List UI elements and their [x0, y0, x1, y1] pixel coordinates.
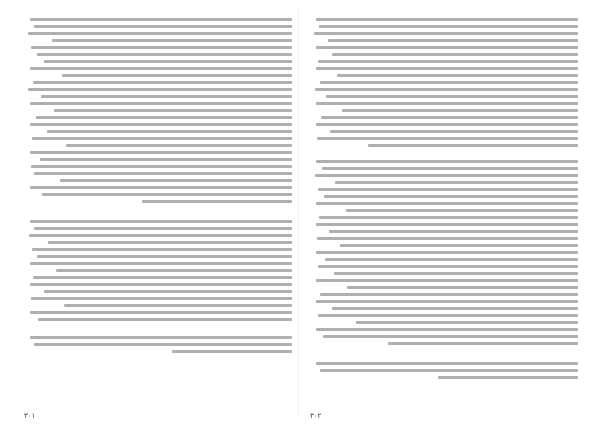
left-page-text-line: [32, 137, 292, 140]
right-page-text-line: [323, 335, 578, 338]
left-page-text-line: [30, 123, 292, 126]
right-page-text-line: [356, 321, 578, 324]
left-page-text-line: [33, 81, 292, 84]
left-page-text-line: [42, 193, 292, 196]
left-page-text-line: [40, 158, 292, 161]
right-page-text-line: [324, 195, 578, 198]
right-page-text-line: [438, 376, 578, 379]
right-page-text-line: [329, 230, 578, 233]
left-page-text-line: [29, 234, 292, 237]
left-page-text-line: [30, 311, 292, 314]
left-page-text-line: [38, 318, 292, 321]
left-page-text-line: [28, 32, 292, 35]
right-page-text-line: [318, 60, 578, 63]
right-page: [310, 10, 578, 420]
left-page-text-line: [44, 290, 292, 293]
right-page-text-line: [342, 109, 578, 112]
right-page-text-line: [320, 369, 578, 372]
right-page-text-line: [322, 167, 578, 170]
left-page-text-line: [31, 165, 292, 168]
left-page-text-line: [62, 74, 292, 77]
left-page-text-line: [52, 39, 292, 42]
right-page-text-line: [316, 18, 578, 21]
right-page-text-line: [316, 362, 578, 365]
left-page-text-line: [31, 297, 292, 300]
right-page-text-line: [316, 223, 578, 226]
right-page-text-block: [310, 10, 578, 404]
left-page-text-line: [172, 350, 292, 353]
left-page-text-line: [37, 255, 292, 258]
right-page-text-line: [316, 160, 578, 163]
left-page-text-line: [30, 18, 292, 21]
left-page-number: ۳۰۱: [24, 412, 36, 420]
right-page-text-line: [318, 314, 578, 317]
left-page: [24, 10, 292, 420]
left-page-text-line: [60, 179, 292, 182]
right-page-text-line: [330, 130, 578, 133]
right-page-text-line: [334, 272, 578, 275]
right-page-text-line: [316, 46, 578, 49]
left-page-text-line: [54, 109, 292, 112]
right-page-text-line: [326, 95, 578, 98]
left-page-text-line: [30, 336, 292, 339]
right-page-text-line: [332, 307, 578, 310]
right-page-text-line: [316, 123, 578, 126]
left-page-text-line: [30, 262, 292, 265]
left-page-text-line: [31, 46, 292, 49]
page-gutter: [298, 8, 299, 416]
right-page-text-line: [316, 67, 578, 70]
right-page-text-line: [320, 81, 578, 84]
left-page-text-line: [44, 60, 292, 63]
left-page-text-line: [30, 186, 292, 189]
left-page-text-line: [30, 220, 292, 223]
right-page-text-line: [388, 342, 578, 345]
left-page-text-line: [34, 25, 292, 28]
left-page-text-line: [56, 269, 292, 272]
right-page-text-line: [332, 53, 578, 56]
right-page-number: ۳۰۲: [310, 412, 322, 420]
right-page-text-line: [328, 39, 578, 42]
right-page-text-line: [340, 244, 578, 247]
left-page-text-line: [64, 304, 292, 307]
right-page-text-line: [325, 258, 578, 261]
right-page-text-line: [316, 300, 578, 303]
right-page-text-line: [335, 181, 578, 184]
right-page-text-line: [316, 279, 578, 282]
left-page-text-line: [30, 67, 292, 70]
left-page-text-block: [24, 10, 292, 404]
right-page-text-line: [318, 265, 578, 268]
right-page-text-line: [316, 102, 578, 105]
left-page-text-line: [32, 248, 292, 251]
right-page-text-line: [316, 251, 578, 254]
right-page-text-line: [368, 144, 578, 147]
left-page-text-line: [28, 88, 292, 91]
right-page-text-line: [319, 216, 578, 219]
left-page-text-line: [47, 130, 292, 133]
right-page-text-line: [316, 328, 578, 331]
left-page-text-line: [34, 227, 292, 230]
right-page-text-line: [320, 293, 578, 296]
right-page-text-line: [315, 88, 578, 91]
right-page-text-line: [319, 25, 578, 28]
left-page-text-line: [36, 116, 292, 119]
left-page-text-line: [41, 95, 292, 98]
right-page-text-line: [316, 202, 578, 205]
left-page-text-line: [33, 276, 292, 279]
right-page-text-line: [317, 137, 578, 140]
right-page-text-line: [347, 286, 578, 289]
left-page-text-line: [30, 151, 292, 154]
left-page-text-line: [30, 102, 292, 105]
left-page-text-line: [66, 144, 292, 147]
right-page-text-line: [318, 188, 578, 191]
left-page-text-line: [30, 283, 292, 286]
left-page-text-line: [48, 241, 292, 244]
right-page-text-line: [346, 209, 578, 212]
left-page-text-line: [34, 172, 292, 175]
right-page-text-line: [337, 74, 578, 77]
left-page-text-line: [34, 343, 292, 346]
right-page-text-line: [317, 237, 578, 240]
right-page-text-line: [321, 116, 578, 119]
left-page-text-line: [142, 200, 292, 203]
right-page-text-line: [315, 174, 578, 177]
right-page-text-line: [314, 32, 578, 35]
left-page-text-line: [37, 53, 292, 56]
